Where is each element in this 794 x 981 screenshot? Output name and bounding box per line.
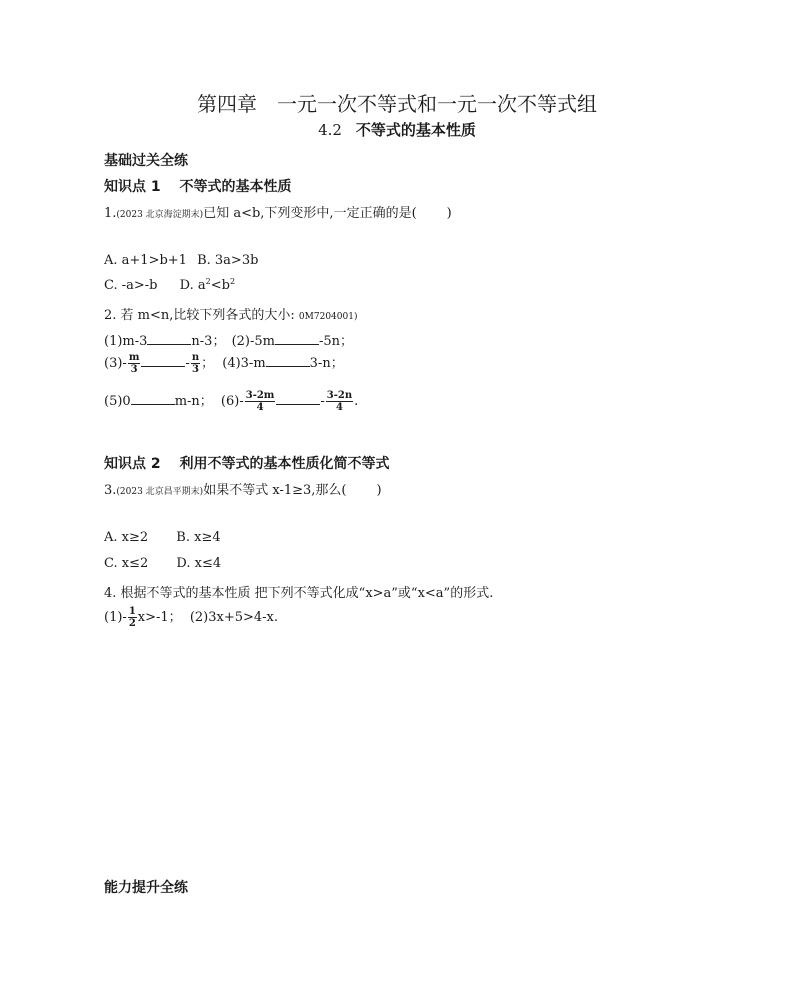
q2-stem: 2. 若 m<n,比较下列各式的大小: — [104, 308, 295, 323]
fraction: $\frac{3-2n}{4}$ — [326, 390, 353, 413]
kp1-title: 不等式的基本性质 — [179, 179, 292, 195]
q1-options-row-1 — [104, 253, 258, 268]
q3-close-paren: ) — [376, 483, 382, 498]
question-2 — [104, 304, 357, 323]
q3-option-d: D. x≤4 — [176, 556, 222, 571]
q4-parts: (1)- $\frac{1}{2}$ x>-1； (2)3x+5>4-x. — [104, 606, 279, 629]
q2-code: 0M7204001) — [298, 312, 358, 322]
q2-row-2: (3)- $\frac{m}{3}$ - $\frac{n}{3}$ ； (4)3-m 3-n； — [104, 352, 344, 375]
chapter-title: 第四章 一元一次不等式和一元一次不等式组 — [197, 92, 597, 116]
answer-blank[interactable] — [275, 334, 319, 345]
knowledge-point-1 — [104, 176, 292, 196]
q1-option-a: A. a+1>b+1 — [104, 253, 187, 268]
kp2-label: 知识点 2 — [104, 456, 161, 472]
q3-option-a: A. x≥2 — [104, 530, 149, 545]
q1-stem: 已知 a<b,下列变形中,一定正确的是( — [203, 206, 417, 221]
q1-option-b: B. 3a>3b — [197, 253, 259, 268]
q3-options-row-1 — [104, 530, 221, 545]
fraction: $\frac{1}{2}$ — [128, 606, 136, 629]
question-4: 4. 根据不等式的基本性质 把下列不等式化成“x>a”或“x<a”的形式. — [104, 586, 494, 601]
q3-stem: 如果不等式 x-1≥3,那么( — [203, 483, 347, 498]
q2-row-3: (5)0 m-n； (6)- $\frac{3-2m}{4}$ - $\frac{3-2n}{4}$ . — [104, 390, 359, 413]
fraction: $\frac{3-2m}{4}$ — [245, 390, 275, 413]
advanced-practice-heading: 能力提升全练 — [104, 880, 188, 896]
q1-option-c: C. -a>-b — [104, 278, 158, 293]
question-1 — [104, 202, 452, 221]
q3-number: 3. — [104, 483, 117, 498]
answer-blank[interactable] — [147, 334, 191, 345]
q1-close-paren: ) — [446, 206, 452, 221]
answer-blank[interactable] — [141, 356, 185, 367]
fraction: $\frac{m}{3}$ — [128, 352, 140, 375]
q2-row-1: (1)m-3 n-3； (2)-5m -5n； — [104, 334, 354, 349]
section-name: 不等式的基本性质 — [355, 121, 476, 139]
answer-blank[interactable] — [276, 394, 320, 405]
knowledge-point-2 — [104, 453, 390, 473]
kp1-label: 知识点 1 — [104, 179, 161, 195]
q1-option-d: D. $a^2<b^2$ — [179, 277, 236, 293]
q3-option-c: C. x≤2 — [104, 556, 149, 571]
section-number: 4.2 — [318, 121, 342, 139]
kp2-title: 利用不等式的基本性质化简不等式 — [179, 456, 390, 472]
answer-blank[interactable] — [266, 356, 310, 367]
q1-options-row-2 — [104, 278, 235, 293]
q3-source-tag: (2023 北京昌平期末) — [116, 487, 204, 497]
q1-source-tag: (2023 北京海淀期末) — [116, 210, 204, 220]
q3-option-b: B. x≥4 — [176, 530, 221, 545]
q1-number: 1. — [104, 206, 117, 221]
q3-options-row-2 — [104, 556, 221, 571]
section-title — [0, 119, 794, 140]
basic-practice-heading: 基础过关全练 — [104, 153, 188, 169]
answer-blank[interactable] — [131, 394, 175, 405]
fraction: $\frac{n}{3}$ — [191, 352, 200, 375]
question-3 — [104, 479, 382, 498]
